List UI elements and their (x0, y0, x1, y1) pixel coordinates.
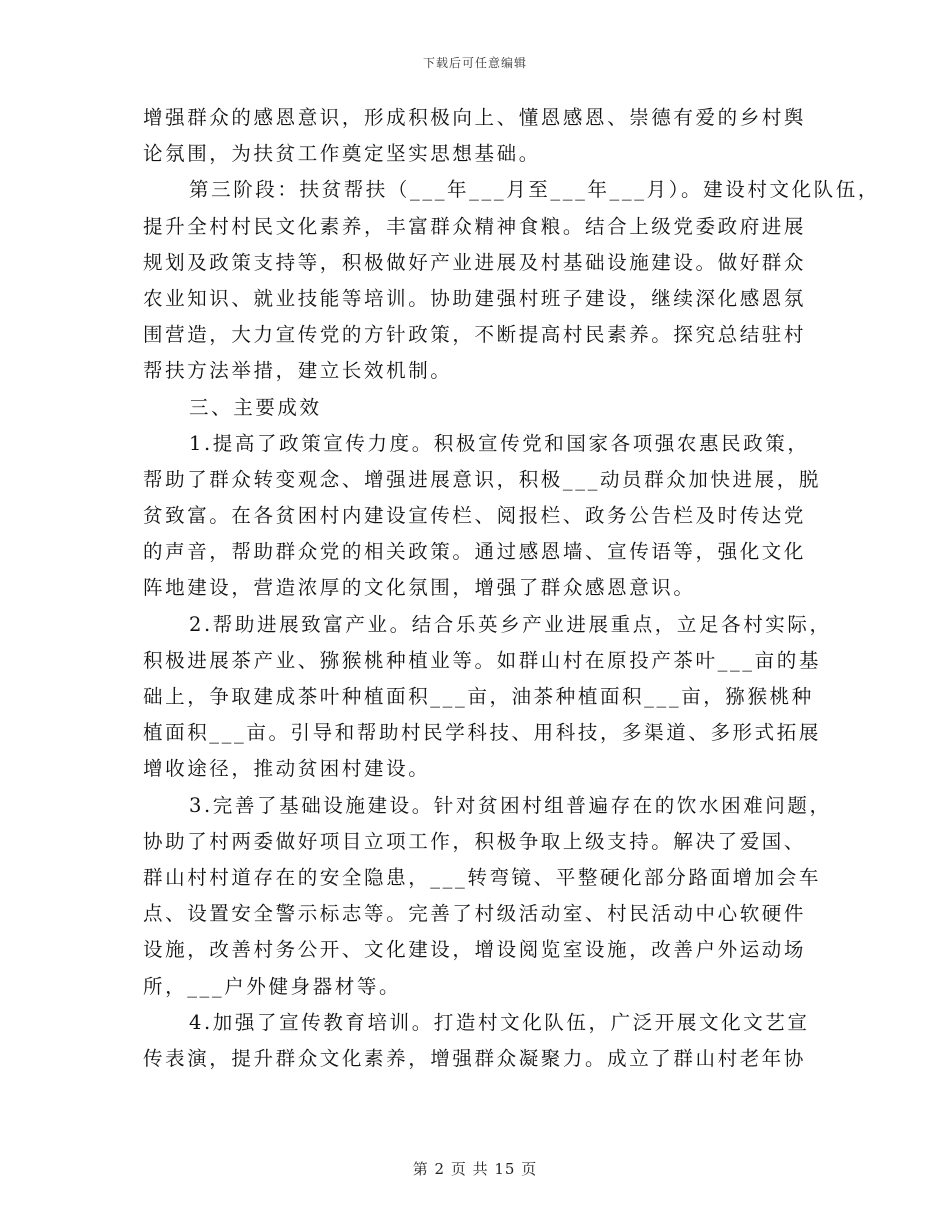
text-line: 传表演，提升群众文化素养，增强群众凝聚力。成立了群山村老年协 (143, 1046, 807, 1070)
text-line: 阵地建设，营造浓厚的文化氛围，增强了群众感恩意识。 (143, 576, 696, 600)
paragraph-1-start: 1.提高了政策宣传力度。积极宣传党和国家各项强农惠民政策， (189, 431, 810, 455)
text-line: 帮扶方法举措，建立长效机制。 (143, 359, 453, 383)
paragraph-2-start: 2.帮助进展致富产业。结合乐英乡产业进展重点，立足各村实际， (189, 612, 832, 636)
text-line: 协助了村两委做好项目立项工作，积极争取上级支持。解决了爱国、 (143, 829, 807, 853)
text-line: 点、设置安全警示标志等。完善了村级活动室、村民活动中心软硬件 (143, 902, 807, 926)
text-line: 增强群众的感恩意识，形成积极向上、懂恩感恩、崇德有爱的乡村舆 (143, 106, 807, 129)
text-line: 帮助了群众转变观念、增强进展意识，积极___动员群众加快进展，脱 (143, 467, 821, 491)
text-line: 规划及政策支持等，积极做好产业进展及村基础设施建设。做好群众 (143, 250, 807, 274)
paragraph-3-start: 3.完善了基础设施建设。针对贫困村组普遍存在的饮水困难问题， (189, 793, 832, 817)
text-line: 所，___户外健身器材等。 (143, 974, 402, 998)
text-line: 农业知识、就业技能等培训。协助建强村班子建设，继续深化感恩氛 (143, 286, 807, 310)
page-footer: 第 2 页 共 15 页 (412, 1160, 538, 1178)
text-line: 设施，改善村务公开、文化建设，增设阅览室设施，改善户外运动场 (143, 938, 807, 962)
text-line: 植面积___亩。引导和帮助村民学科技、用科技，多渠道、多形式拓展 (143, 721, 821, 745)
text-line: 的声音，帮助群众党的相关政策。通过感恩墙、宣传语等，强化文化 (143, 540, 807, 564)
text-line: 贫致富。在各贫困村内建设宣传栏、阅报栏、政务公告栏及时传达党 (143, 504, 807, 528)
page-header: 下载后可任意编辑 (422, 56, 527, 70)
text-line: 围营造，大力宣传党的方针政策，不断提高村民素养。探究总结驻村 (143, 323, 807, 347)
document-body (143, 100, 880, 1077)
text-line: 增收途径，推动贫困村建设。 (143, 757, 431, 781)
text-line: 积极进展茶产业、猕猴桃种植业等。如群山村在原投产茶叶___亩的基 (143, 648, 821, 672)
section-heading: 三、主要成效 (189, 395, 322, 419)
text-line: 群山村村道存在的安全隐患，___转弯镜、平整硬化部分路面增加会车 (143, 865, 821, 889)
paragraph-4-start: 4.加强了宣传教育培训。打造村文化队伍，广泛开展文化文艺宣 (189, 1010, 810, 1034)
text-line: 础上，争取建成茶叶种植面积___亩，油茶种植面积___亩，猕猴桃种 (143, 685, 814, 708)
text-line: 提升全村村民文化素养，丰富群众精神食粮。结合上级党委政府进展 (143, 214, 807, 238)
text-line: 论氛围，为扶贫工作奠定坚实思想基础。 (143, 142, 541, 166)
stage-three-paragraph-start: 第三阶段：扶贫帮扶（___年___月至___年___月）。建设村文化队伍， (189, 178, 880, 202)
